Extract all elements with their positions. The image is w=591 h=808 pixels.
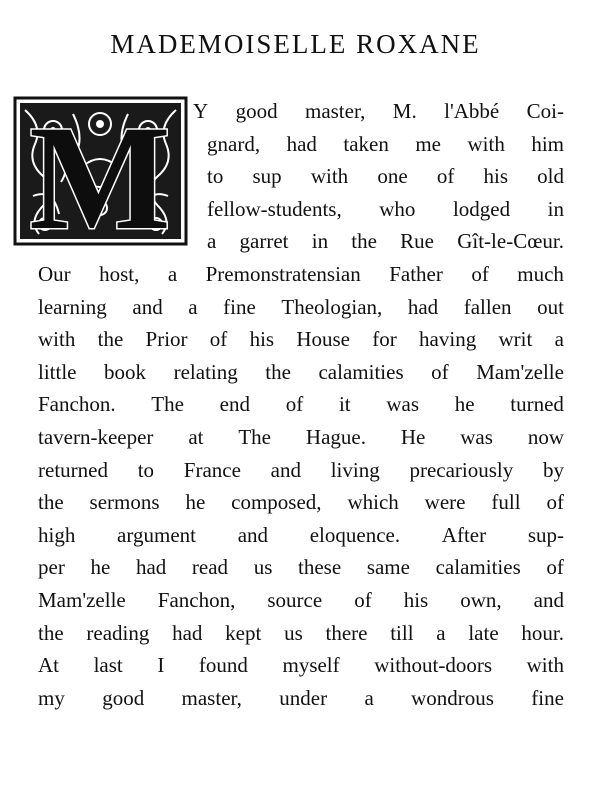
text-line: per he had read us these same calamities of <box>38 555 564 580</box>
text-line: Our host, a Premonstratensian Father of much <box>38 262 564 286</box>
text-line: gnard, had taken me with him <box>207 131 564 156</box>
text-line: Mam'zelle Fanchon, source of his own, and <box>38 588 564 612</box>
text-line: my good master, under a wondrous fine <box>38 685 564 710</box>
text-line: little book relating the calamities of Mam'zelle <box>38 359 564 384</box>
text-line: with the Prior of his House for having writ a <box>38 327 564 352</box>
text-line: to sup with one of his old <box>207 164 564 189</box>
text-line: tavern-keeper at The Hague. He was now <box>38 425 564 449</box>
page-title: MADEMOISELLE ROXANE <box>110 29 481 59</box>
text-line: At last I found myself without-doors with <box>38 653 564 678</box>
svg-text:M: M <box>29 96 171 246</box>
text-line: Y good master, M. l'Abbé Coi- <box>193 99 564 123</box>
text-line: high argument and eloquence. After sup- <box>38 522 564 547</box>
text-line: the sermons he composed, which were full of <box>38 490 564 515</box>
text-line: learning and a fine Theologian, had fallen out <box>38 294 564 319</box>
text-line: a garret in the Rue Gît-le-Cœur. <box>207 229 564 254</box>
ornamental-initial-m-icon <box>13 96 188 246</box>
text-line: returned to France and living precariously by <box>38 457 564 482</box>
text-line: Fanchon. The end of it was he turned <box>38 392 564 417</box>
text-line: fellow-students, who lodged in <box>207 196 564 221</box>
text-line: the reading had kept us there till a late hour. <box>38 620 564 645</box>
